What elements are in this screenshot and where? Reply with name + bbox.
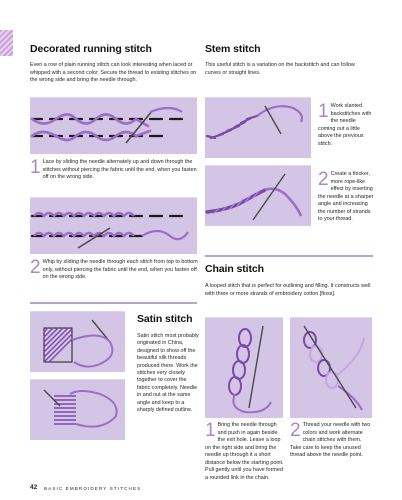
needle-icon	[253, 174, 285, 220]
stem-title: Stem stitch	[205, 43, 261, 55]
chain-title: Chain stitch	[205, 263, 264, 275]
stem-illustration-1	[205, 97, 311, 158]
stem-stitch-drawing-2	[205, 166, 311, 226]
stem-illustration-2	[205, 165, 311, 226]
whipped-running-stitch-drawing	[30, 198, 197, 254]
needle-icon	[78, 228, 110, 248]
stem-stitch-drawing-1	[205, 98, 311, 158]
stem-intro: This useful stitch is a variation on the backstitch and can follow curves or straight lines.	[205, 62, 355, 76]
step-number: 1	[205, 420, 216, 441]
chain-stitch-drawing-1	[205, 318, 283, 418]
satin-title: Satin stitch	[137, 313, 193, 325]
decorated-title: Decorated running stitch	[30, 43, 152, 55]
satin-illustration-2	[30, 379, 125, 440]
needle-icon	[265, 106, 281, 134]
chain-step-2: 2 Thread your needle with two colors and work alternate chain stitches with them. Take care to keep the unused thread above the needle point.	[290, 420, 371, 458]
satin-stitch-drawing-2	[30, 380, 125, 440]
decorated-step-2: 2 Whip by sliding the needle through each stitch from top to bottom only, without piercing the fabric until the end, when you fasten off on the wrong side.	[30, 257, 198, 280]
satin-body: Satin stitch most probably originated in China, designed to show off the beautiful silk threads produced there. Work the stitches very closely together to cover the fabric completely. Needle in and out at the same angle and keep to a sharply defined outline.	[137, 333, 199, 414]
laced-running-stitch-drawing	[30, 98, 197, 154]
step-number: 1	[30, 157, 41, 178]
decorated-illustration-2	[30, 197, 197, 254]
step-number: 1	[318, 101, 329, 122]
decorated-intro: Even a row of plain running stitch can look interesting when laced or whipped with a second color. Secure the thread to existing stitches on the wrong side and bring the needle through.	[30, 62, 197, 84]
step-number: 2	[30, 257, 41, 278]
needle-icon	[304, 326, 356, 408]
decorated-illustration-1	[30, 97, 197, 154]
page-number: 42	[30, 484, 38, 491]
chain-intro: A looped stitch that is perfect for outlining and filling. It constructs well with three or more strands of embroidery cotton [floss].	[205, 283, 371, 297]
section-divider	[30, 302, 197, 304]
step-number: 2	[290, 420, 301, 441]
chain-illustration-1	[205, 317, 283, 418]
chain-step-1: 1 Bring the needle through and push in again beside the exit hole. Leave a loop on the right side and bring the needle up through it a short distance below the starting point. Pull gently until you have formed a rounded link in the chain.	[205, 420, 284, 481]
section-divider	[205, 255, 373, 257]
stem-step-2: 2 Create a thicker, more rope-like effect by inserting the needle at a sharper angle and increasing the number of strands to your thread.	[318, 169, 374, 222]
satin-illustration-1	[30, 311, 125, 372]
needle-icon	[44, 390, 60, 406]
knit-texture-swatch	[0, 30, 13, 56]
step-number: 2	[318, 169, 329, 190]
stem-step-1: 1 Work slanted backstitches with the needle coming out a little above the previous stitch.	[318, 101, 372, 147]
decorated-step-1: 1 Lace by sliding the needle alternately up and down through the stitches without piercing the fabric until the end, when you fasten off on the wrong side.	[30, 157, 197, 180]
satin-stitch-drawing-1	[30, 312, 125, 372]
chain-illustration-2	[290, 317, 372, 418]
section-running-head: BASIC EMBROIDERY STITCHES	[44, 485, 142, 491]
chain-stitch-drawing-2	[290, 318, 372, 418]
